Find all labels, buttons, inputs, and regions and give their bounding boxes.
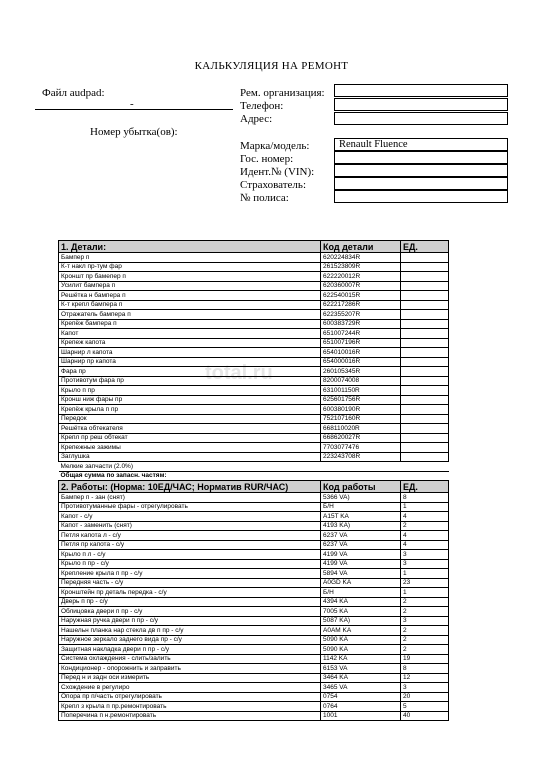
cell-name: Петля пр капота - с/у bbox=[59, 540, 321, 550]
cell-units: 8 bbox=[401, 664, 449, 674]
cell-name: 2. Работы: (Норма: 10ЕД/ЧАС; Норматив RUR/ЧАС) bbox=[59, 481, 321, 493]
cell-code: 4394 KA bbox=[321, 597, 401, 607]
cell-code: Б/Н bbox=[321, 588, 401, 598]
parts-row bbox=[59, 348, 449, 358]
cell-code: 651007244R bbox=[321, 329, 401, 339]
works-row bbox=[59, 664, 449, 674]
cell-units bbox=[401, 386, 449, 396]
parts-row bbox=[59, 424, 449, 434]
parts-row bbox=[59, 300, 449, 310]
parts-header-row bbox=[59, 241, 449, 253]
cell-units: 2 bbox=[401, 645, 449, 655]
cell-units bbox=[401, 395, 449, 405]
policy-label: № полиса: bbox=[240, 192, 289, 204]
cell-code: A15T KA bbox=[321, 512, 401, 522]
works-row bbox=[59, 692, 449, 702]
insurer-label: Страхователь: bbox=[240, 179, 306, 191]
small-parts-row-text: Мелкие запчасти (2.0%) bbox=[59, 462, 449, 472]
plate-field bbox=[334, 151, 508, 164]
small-parts-row bbox=[59, 462, 449, 472]
parts-row bbox=[59, 329, 449, 339]
cell-code: 622217286R bbox=[321, 300, 401, 310]
watermark-logo: total.ru bbox=[205, 362, 273, 384]
cell-name: 1. Детали: bbox=[59, 241, 321, 253]
cell-code: 622355207R bbox=[321, 310, 401, 320]
cell-units: 2 bbox=[401, 607, 449, 617]
cell-name: Отражатель бампера п bbox=[59, 310, 321, 320]
cell-name: Капот bbox=[59, 329, 321, 339]
parts-row bbox=[59, 433, 449, 443]
cell-units: 2 bbox=[401, 626, 449, 636]
cell-units bbox=[401, 443, 449, 453]
works-row bbox=[59, 616, 449, 626]
works-row bbox=[59, 683, 449, 693]
parts-row bbox=[59, 262, 449, 272]
works-row bbox=[59, 512, 449, 522]
cell-name: Крепёж бампера п bbox=[59, 319, 321, 329]
cell-units: 2 bbox=[401, 635, 449, 645]
cell-units bbox=[401, 319, 449, 329]
cell-code: 6237 VA bbox=[321, 531, 401, 541]
cell-units bbox=[401, 367, 449, 377]
cell-code: 625601756R bbox=[321, 395, 401, 405]
cell-code: 4193 KA) bbox=[321, 521, 401, 531]
insurer-field bbox=[334, 177, 508, 190]
cell-name: Система охлаждения - слить/залить bbox=[59, 654, 321, 664]
cell-name: Схождение в регулиро bbox=[59, 683, 321, 693]
cell-name: Крыло п пр bbox=[59, 386, 321, 396]
cell-name: Кроншт пр бамепер п bbox=[59, 272, 321, 282]
cell-units bbox=[401, 376, 449, 386]
cell-code: A0GD KA bbox=[321, 578, 401, 588]
parts-row bbox=[59, 272, 449, 282]
cell-code: Код детали bbox=[321, 241, 401, 253]
cell-units bbox=[401, 348, 449, 358]
cell-units bbox=[401, 338, 449, 348]
cell-name: Шарнир л капота bbox=[59, 348, 321, 358]
parts-total-row bbox=[59, 471, 449, 481]
cell-name: Опора пр п/часть отрегулировать bbox=[59, 692, 321, 702]
cell-name: Фара пр bbox=[59, 367, 321, 377]
cell-name: Наружная ручка двери п пр - с/у bbox=[59, 616, 321, 626]
cell-units: 1 bbox=[401, 502, 449, 512]
cell-code: 7703077476 bbox=[321, 443, 401, 453]
cell-units: 3 bbox=[401, 559, 449, 569]
cell-code: 654000016R bbox=[321, 357, 401, 367]
cell-code: 654010016R bbox=[321, 348, 401, 358]
parts-row bbox=[59, 376, 449, 386]
cell-name: Капот - заменить (снят) bbox=[59, 521, 321, 531]
cell-code: 668620027R bbox=[321, 433, 401, 443]
cell-units bbox=[401, 291, 449, 301]
cell-units: 4 bbox=[401, 531, 449, 541]
cell-name: Капот - с/у bbox=[59, 512, 321, 522]
cell-units bbox=[401, 310, 449, 320]
cell-units: 3 bbox=[401, 550, 449, 560]
cell-units: 8 bbox=[401, 493, 449, 503]
cell-name: Передняя часть - с/у bbox=[59, 578, 321, 588]
cell-code: 620360007R bbox=[321, 281, 401, 291]
cell-name: Крепеж капота bbox=[59, 338, 321, 348]
cell-name: Крепёж крыла п пр bbox=[59, 405, 321, 415]
cell-units: 1 bbox=[401, 588, 449, 598]
cell-code: 7005 KA bbox=[321, 607, 401, 617]
cell-code: 1142 KA bbox=[321, 654, 401, 664]
cell-code: 260105345R bbox=[321, 367, 401, 377]
cell-code: 4199 VA bbox=[321, 559, 401, 569]
works-header-row bbox=[59, 481, 449, 493]
cell-name: Противотум фара пр bbox=[59, 376, 321, 386]
cell-units: ЕД. bbox=[401, 241, 449, 253]
parts-row bbox=[59, 386, 449, 396]
cell-units: 3 bbox=[401, 683, 449, 693]
cell-units bbox=[401, 281, 449, 291]
cell-code: 622220012R bbox=[321, 272, 401, 282]
cell-name: Наружное зеркало заднего вида пр - с/у bbox=[59, 635, 321, 645]
repair-org-label: Рем. организация: bbox=[240, 87, 325, 99]
cell-name: Облицовка двери п пр - с/у bbox=[59, 607, 321, 617]
works-row bbox=[59, 559, 449, 569]
cell-units bbox=[401, 405, 449, 415]
parts-row bbox=[59, 395, 449, 405]
parts-total-row-text: Общая сумма по запасн. частям: bbox=[59, 471, 449, 481]
cell-units: 23 bbox=[401, 578, 449, 588]
cell-code: 600380190R bbox=[321, 405, 401, 415]
cell-name: Крыло п пр - с/у bbox=[59, 559, 321, 569]
cell-name: Усилит бампера п bbox=[59, 281, 321, 291]
cell-name: Петля капота л - с/у bbox=[59, 531, 321, 541]
parts-row bbox=[59, 338, 449, 348]
cell-units: 4 bbox=[401, 512, 449, 522]
cell-units bbox=[401, 414, 449, 424]
cell-units: 3 bbox=[401, 616, 449, 626]
works-row bbox=[59, 578, 449, 588]
model-field: Renault Fluence bbox=[334, 138, 508, 151]
cell-name: Крепл пр реш обтекат bbox=[59, 433, 321, 443]
cell-units: 12 bbox=[401, 673, 449, 683]
cell-code: 5090 KA bbox=[321, 635, 401, 645]
cell-code: 1001 bbox=[321, 711, 401, 721]
cell-units: 4 bbox=[401, 540, 449, 550]
cell-code: 3464 KA bbox=[321, 673, 401, 683]
cell-code: A0AM KA bbox=[321, 626, 401, 636]
cell-units bbox=[401, 424, 449, 434]
cell-name: Крепл з крыла п пр.ремонтировать bbox=[59, 702, 321, 712]
cell-name: Бампер п bbox=[59, 253, 321, 263]
works-row bbox=[59, 654, 449, 664]
cell-name: Перед н и задн оси измерить bbox=[59, 673, 321, 683]
cell-units: 5 bbox=[401, 702, 449, 712]
parts-row bbox=[59, 281, 449, 291]
loss-number-label: Номер убытка(ов): bbox=[90, 126, 178, 138]
cell-code: 651007196R bbox=[321, 338, 401, 348]
vin-label: Идент.№ (VIN): bbox=[240, 166, 315, 178]
plate-label: Гос. номер: bbox=[240, 153, 294, 165]
works-row bbox=[59, 645, 449, 655]
cell-name: Кронш ниж фары пр bbox=[59, 395, 321, 405]
cell-units: 2 bbox=[401, 521, 449, 531]
cell-units bbox=[401, 272, 449, 282]
file-value: - bbox=[130, 98, 134, 110]
phone-field bbox=[334, 98, 508, 111]
cell-name: Кронштейн пр деталь передка - с/у bbox=[59, 588, 321, 598]
cell-code: 622540015R bbox=[321, 291, 401, 301]
calculation-table bbox=[58, 240, 449, 721]
cell-code: 0754 bbox=[321, 692, 401, 702]
cell-name: Крепежные зажимы bbox=[59, 443, 321, 453]
works-row bbox=[59, 531, 449, 541]
cell-units: ЕД. bbox=[401, 481, 449, 493]
works-row bbox=[59, 635, 449, 645]
parts-row bbox=[59, 452, 449, 462]
cell-name: Шарнир пр капота bbox=[59, 357, 321, 367]
cell-name: Крыло п л - с/у bbox=[59, 550, 321, 560]
works-row bbox=[59, 702, 449, 712]
cell-code: 223243708R bbox=[321, 452, 401, 462]
works-row bbox=[59, 588, 449, 598]
cell-name: Дверь п пр - с/у bbox=[59, 597, 321, 607]
cell-code: Код работы bbox=[321, 481, 401, 493]
policy-field bbox=[334, 190, 508, 203]
phone-label: Телефон: bbox=[240, 100, 284, 112]
cell-code: 631001150R bbox=[321, 386, 401, 396]
works-row bbox=[59, 540, 449, 550]
cell-code: 8200074008 bbox=[321, 376, 401, 386]
cell-code: 4199 VA bbox=[321, 550, 401, 560]
parts-row bbox=[59, 253, 449, 263]
cell-name: Кондиционер - опорожнить и заправить bbox=[59, 664, 321, 674]
works-row bbox=[59, 711, 449, 721]
parts-row bbox=[59, 405, 449, 415]
cell-code: 3465 VA bbox=[321, 683, 401, 693]
cell-name: Защитная накладка двери п пр - с/у bbox=[59, 645, 321, 655]
cell-name: Нашельн планка нар стекла дв п пр - с/у bbox=[59, 626, 321, 636]
cell-code: 5090 KA bbox=[321, 645, 401, 655]
cell-code: 752107160R bbox=[321, 414, 401, 424]
cell-code: Б/Н bbox=[321, 502, 401, 512]
cell-units: 1 bbox=[401, 569, 449, 579]
model-label: Марка/модель: bbox=[240, 140, 310, 152]
cell-code: 668110020R bbox=[321, 424, 401, 434]
parts-row bbox=[59, 310, 449, 320]
cell-units: 19 bbox=[401, 654, 449, 664]
cell-units bbox=[401, 452, 449, 462]
repair-org-field bbox=[334, 84, 508, 97]
cell-units bbox=[401, 262, 449, 272]
works-row bbox=[59, 673, 449, 683]
cell-units: 2 bbox=[401, 597, 449, 607]
cell-name: Решётка н бампера п bbox=[59, 291, 321, 301]
cell-name: Заглушка bbox=[59, 452, 321, 462]
page-title: КАЛЬКУЛЯЦИЯ НА РЕМОНТ bbox=[194, 60, 349, 72]
works-row bbox=[59, 521, 449, 531]
parts-row bbox=[59, 367, 449, 377]
cell-units bbox=[401, 329, 449, 339]
cell-units bbox=[401, 253, 449, 263]
cell-code: 5087 KA) bbox=[321, 616, 401, 626]
address-label: Адрес: bbox=[240, 113, 273, 125]
parts-row bbox=[59, 319, 449, 329]
works-row bbox=[59, 502, 449, 512]
cell-units bbox=[401, 433, 449, 443]
cell-code: 0764 bbox=[321, 702, 401, 712]
cell-name: К-т крепл бампера п bbox=[59, 300, 321, 310]
parts-row bbox=[59, 414, 449, 424]
works-row bbox=[59, 493, 449, 503]
cell-name: Передок bbox=[59, 414, 321, 424]
file-underline bbox=[35, 109, 233, 110]
file-label: Файл audpad: bbox=[42, 87, 105, 99]
parts-row bbox=[59, 291, 449, 301]
vin-field bbox=[334, 164, 508, 177]
cell-units bbox=[401, 300, 449, 310]
works-row bbox=[59, 597, 449, 607]
cell-units bbox=[401, 357, 449, 367]
cell-code: 6153 VA bbox=[321, 664, 401, 674]
cell-code: 261523809R bbox=[321, 262, 401, 272]
cell-code: 5366 VA) bbox=[321, 493, 401, 503]
works-row bbox=[59, 607, 449, 617]
cell-name: Крепление крыла п пр - с/у bbox=[59, 569, 321, 579]
cell-name: Противотуманные фары - отрегулировать bbox=[59, 502, 321, 512]
cell-name: Бампер п - зан (снят) bbox=[59, 493, 321, 503]
cell-code: 6237 VA bbox=[321, 540, 401, 550]
cell-units: 20 bbox=[401, 692, 449, 702]
cell-code: 620224834R bbox=[321, 253, 401, 263]
cell-name: Решётка обтекателя bbox=[59, 424, 321, 434]
cell-name: К-т накл пр-тум фар bbox=[59, 262, 321, 272]
address-field bbox=[334, 112, 508, 125]
cell-name: Поперечина п н.ремонтировать bbox=[59, 711, 321, 721]
parts-row bbox=[59, 443, 449, 453]
works-row bbox=[59, 569, 449, 579]
works-row bbox=[59, 626, 449, 636]
cell-code: 5894 VA bbox=[321, 569, 401, 579]
parts-row bbox=[59, 357, 449, 367]
cell-code: 600383729R bbox=[321, 319, 401, 329]
cell-units: 40 bbox=[401, 711, 449, 721]
works-row bbox=[59, 550, 449, 560]
